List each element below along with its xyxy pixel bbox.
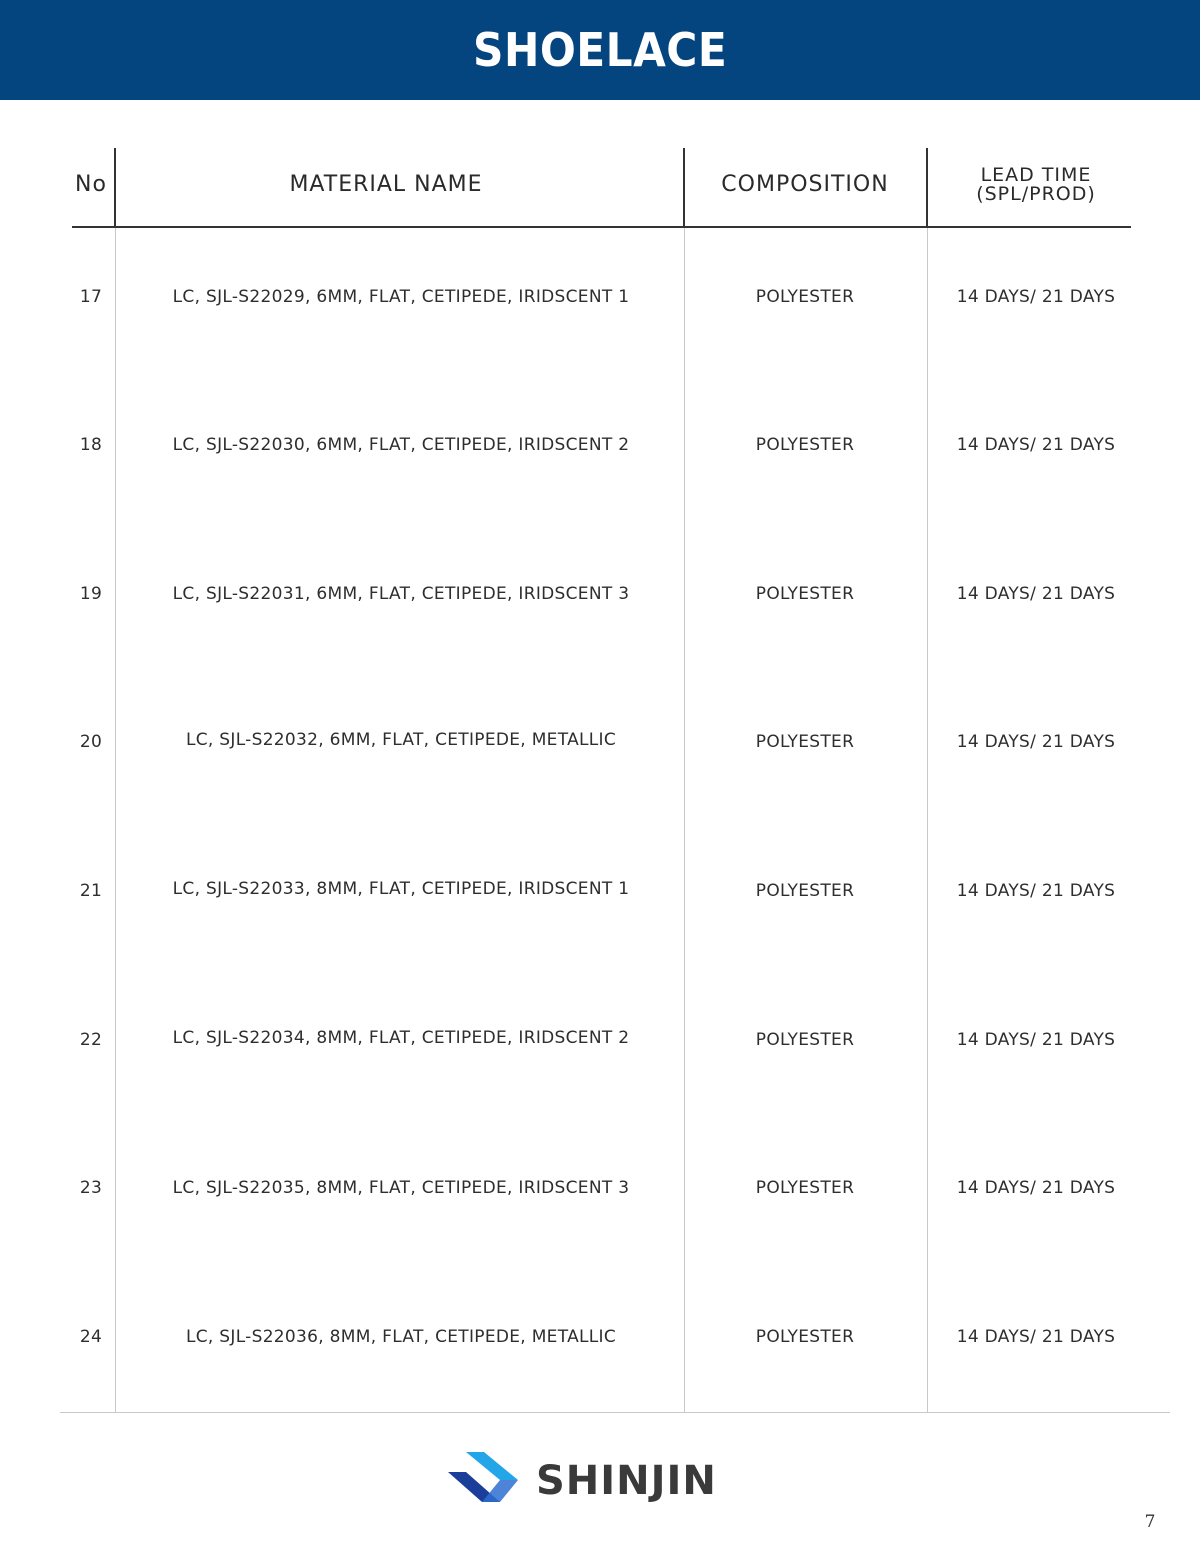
row-material-name: LC, SJL-S22029, 6MM, FLAT, CETIPEDE, IRIDSCENT 1 bbox=[172, 287, 630, 307]
header-rule bbox=[72, 226, 1131, 228]
column-divider bbox=[684, 228, 685, 1413]
shinjin-logo bbox=[444, 1446, 764, 1516]
table-bottom-rule bbox=[60, 1412, 1170, 1413]
page-title: SHOELACE bbox=[472, 23, 728, 77]
row-composition: POLYESTER bbox=[755, 732, 855, 752]
row-no: 17 bbox=[79, 287, 103, 307]
row-no: 22 bbox=[79, 1030, 103, 1050]
row-material-name: LC, SJL-S22030, 6MM, FLAT, CETIPEDE, IRIDSCENT 2 bbox=[172, 435, 630, 455]
row-lead-time: 14 DAYS/ 21 DAYS bbox=[956, 881, 1116, 901]
row-composition: POLYESTER bbox=[755, 1327, 855, 1347]
row-lead-time: 14 DAYS/ 21 DAYS bbox=[956, 1178, 1116, 1198]
row-no: 21 bbox=[79, 881, 103, 901]
row-composition: POLYESTER bbox=[755, 287, 855, 307]
row-composition: POLYESTER bbox=[755, 1178, 855, 1198]
row-no: 19 bbox=[79, 584, 103, 604]
row-material-name: LC, SJL-S22033, 8MM, FLAT, CETIPEDE, IRIDSCENT 1 bbox=[172, 879, 630, 899]
column-divider bbox=[927, 228, 928, 1413]
column-header-composition: COMPOSITION bbox=[721, 171, 889, 197]
row-composition: POLYESTER bbox=[755, 435, 855, 455]
lead-time-label: LEAD TIME bbox=[980, 164, 1092, 186]
row-lead-time: 14 DAYS/ 21 DAYS bbox=[956, 287, 1116, 307]
title-banner bbox=[0, 0, 1200, 100]
header-divider bbox=[926, 148, 928, 227]
row-lead-time: 14 DAYS/ 21 DAYS bbox=[956, 1327, 1116, 1347]
row-lead-time: 14 DAYS/ 21 DAYS bbox=[956, 1030, 1116, 1050]
column-header-no: No bbox=[75, 171, 107, 197]
row-lead-time: 14 DAYS/ 21 DAYS bbox=[956, 435, 1116, 455]
row-no: 24 bbox=[79, 1327, 103, 1347]
row-no: 18 bbox=[79, 435, 103, 455]
row-composition: POLYESTER bbox=[755, 1030, 855, 1050]
row-material-name: LC, SJL-S22031, 6MM, FLAT, CETIPEDE, IRIDSCENT 3 bbox=[172, 584, 630, 604]
row-material-name: LC, SJL-S22035, 8MM, FLAT, CETIPEDE, IRIDSCENT 3 bbox=[172, 1178, 630, 1198]
row-lead-time: 14 DAYS/ 21 DAYS bbox=[956, 584, 1116, 604]
row-material-name: LC, SJL-S22034, 8MM, FLAT, CETIPEDE, IRIDSCENT 2 bbox=[172, 1028, 630, 1048]
row-material-name: LC, SJL-S22036, 8MM, FLAT, CETIPEDE, METALLIC bbox=[185, 1327, 617, 1347]
column-divider bbox=[115, 228, 116, 1413]
column-header-material-name: MATERIAL NAME bbox=[289, 171, 483, 197]
logo-wordmark: SHINJIN bbox=[536, 1458, 717, 1504]
lead-time-sublabel: (SPL/PROD) bbox=[976, 183, 1096, 205]
row-no: 23 bbox=[79, 1178, 103, 1198]
row-no: 20 bbox=[79, 732, 103, 752]
row-lead-time: 14 DAYS/ 21 DAYS bbox=[956, 732, 1116, 752]
row-material-name: LC, SJL-S22032, 6MM, FLAT, CETIPEDE, METALLIC bbox=[185, 730, 617, 750]
row-composition: POLYESTER bbox=[755, 584, 855, 604]
page-number: 7 bbox=[1144, 1512, 1156, 1532]
column-header-lead-time bbox=[940, 152, 1132, 218]
row-composition: POLYESTER bbox=[755, 881, 855, 901]
shinjin-logo-mark-icon bbox=[448, 1452, 518, 1502]
